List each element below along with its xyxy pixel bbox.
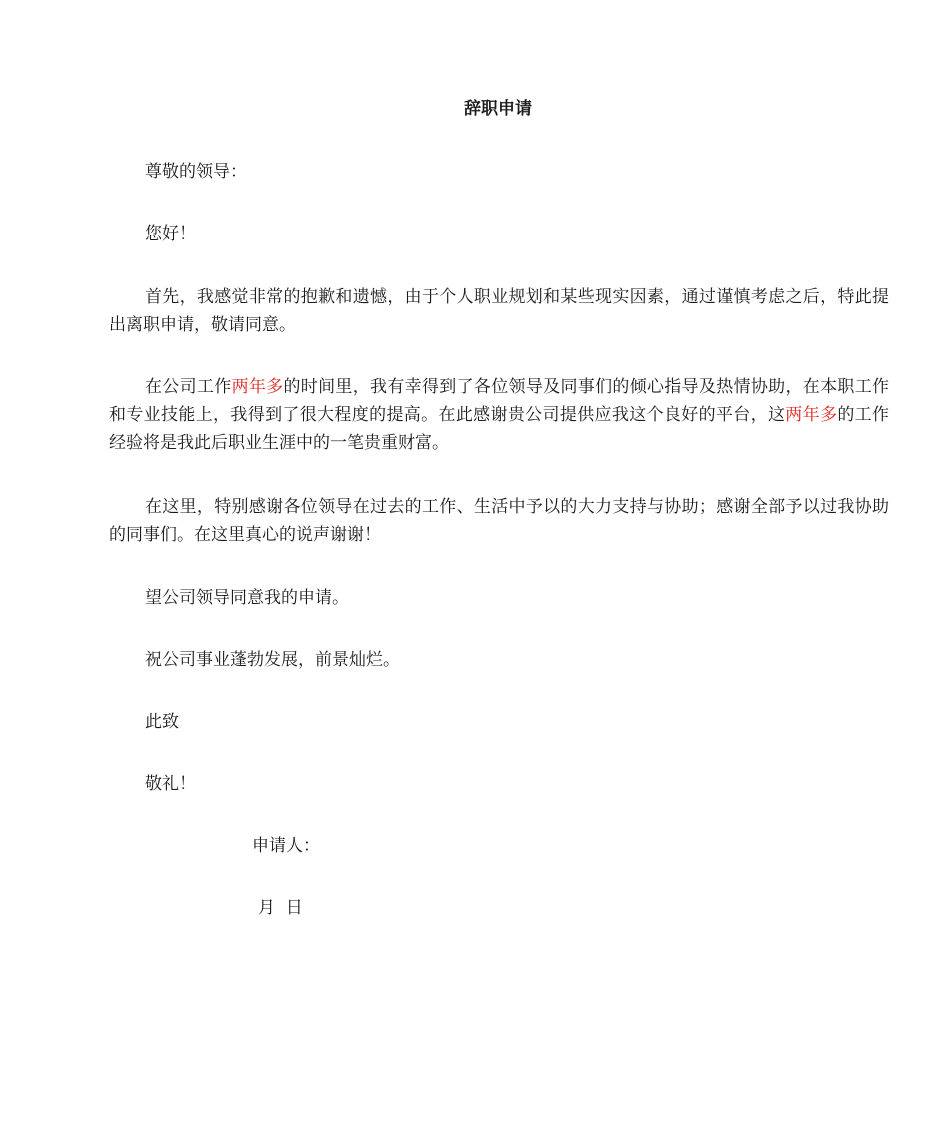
date-label: 月 日 [258, 898, 303, 918]
document-title: 辞职申请 [464, 99, 532, 119]
closing-line-2: 敬礼！ [145, 774, 196, 794]
paragraph-experience-part-1: 在公司工作 [145, 377, 232, 397]
paragraph-intro: 首先，我感觉非常的抱歉和遗憾，由于个人职业规划和某些现实因素，通过谨慎考虑之后，特此提出离职申请，敬请同意。 [109, 287, 889, 335]
paragraph-experience-part-3: 的工作经验将是我此后职业生涯中的一笔贵重财富。 [109, 405, 890, 453]
highlight-duration-1: 两年多 [231, 377, 284, 397]
paragraph-request: 望公司领导同意我的申请。 [145, 588, 349, 608]
greeting: 您好！ [145, 224, 196, 244]
highlight-duration-2: 两年多 [785, 405, 838, 425]
paragraph-experience [109, 373, 889, 457]
paragraph-thanks: 在这里，特别感谢各位领导在过去的工作、生活中予以的大力支持与协助；感谢全部予以过我协助的同事们。在这里真心的说声谢谢！ [109, 497, 889, 545]
applicant-label: 申请人： [252, 836, 320, 856]
closing-line-1: 此致 [145, 712, 179, 732]
salutation: 尊敬的领导： [145, 162, 247, 182]
paragraph-wishes: 祝公司事业蓬勃发展，前景灿烂。 [145, 650, 400, 670]
paragraph-experience-part-2: 的时间里，我有幸得到了各位领导及同事们的倾心指导及热情协助，在本职工作和专业技能上，我得到了很大程度的提高。在此感谢贵公司提供应我这个良好的平台，这 [109, 377, 890, 425]
